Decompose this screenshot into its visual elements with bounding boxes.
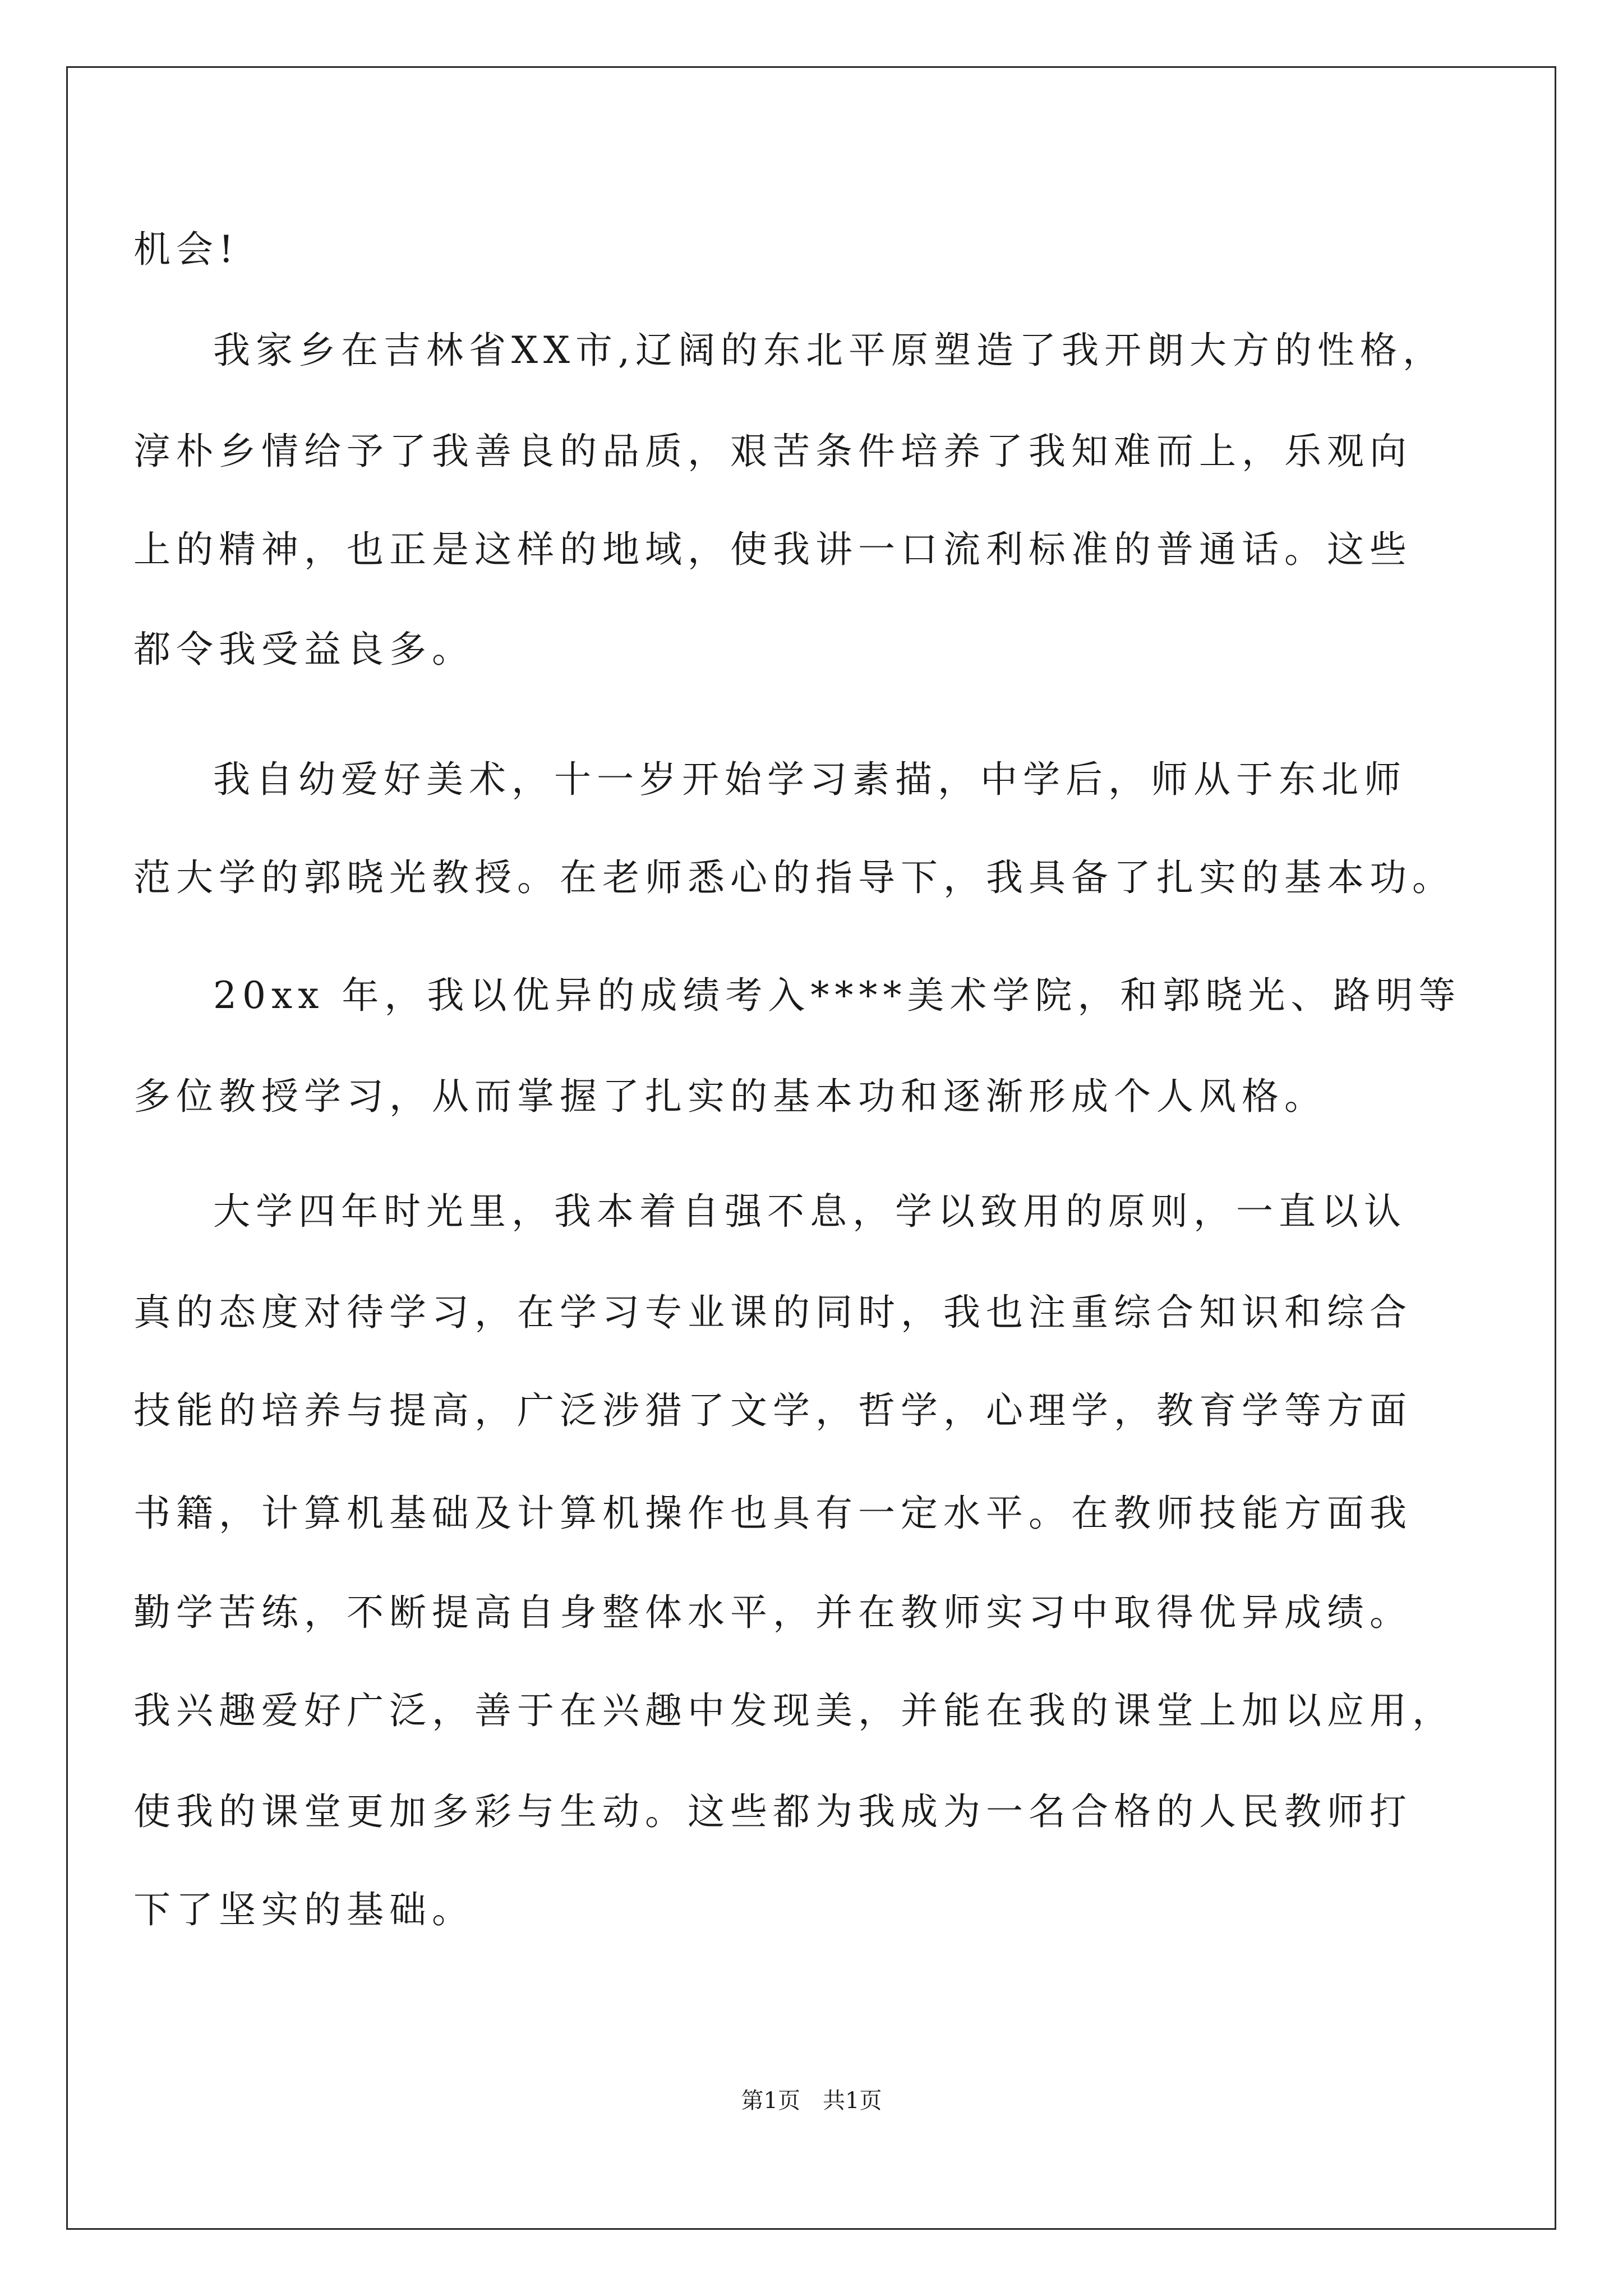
text-line: 范大学的郭晓光教授。在老师悉心的指导下，我具备了扎实的基本功。 xyxy=(133,856,1455,899)
page-footer xyxy=(0,2084,1623,2118)
text-line: 都令我受益良多。 xyxy=(133,628,474,671)
text-line: 书籍，计算机基础及计算机操作也具有一定水平。在教师技能方面我 xyxy=(133,1492,1412,1535)
text-line: 我自幼爱好美术，十一岁开始学习素描，中学后，师从于东北师 xyxy=(213,758,1407,801)
text-line: 大学四年时光里，我本着自强不息，学以致用的原则，一直以认 xyxy=(213,1190,1407,1233)
text-line: 勤学苦练，不断提高自身整体水平，并在教师实习中取得优异成绩。 xyxy=(133,1591,1412,1634)
text-line: 真的态度对待学习，在学习专业课的同时，我也注重综合知识和综合 xyxy=(133,1291,1412,1334)
text-line: 机会! xyxy=(133,228,239,271)
text-line: 多位教授学习，从而掌握了扎实的基本功和逐渐形成个人风格。 xyxy=(133,1075,1327,1118)
text-line: 我家乡在吉林省XX市,辽阔的东北平原塑造了我开朗大方的性格， xyxy=(213,329,1445,372)
page-number: 第1页 xyxy=(741,2088,800,2114)
page-count: 共1页 xyxy=(823,2088,882,2114)
text-line: 使我的课堂更加多彩与生动。这些都为我成为一名合格的人民教师打 xyxy=(133,1790,1412,1833)
text-line: 我兴趣爱好广泛，善于在兴趣中发现美，并能在我的课堂上加以应用， xyxy=(133,1689,1455,1732)
text-line: 上的精神，也正是这样的地域，使我讲一口流利标准的普通话。这些 xyxy=(133,528,1412,571)
text-line: 技能的培养与提高，广泛涉猎了文学，哲学，心理学，教育学等方面 xyxy=(133,1389,1412,1432)
text-line: 淳朴乡情给予了我善良的品质，艰苦条件培养了我知难而上，乐观向 xyxy=(133,430,1412,473)
text-line: 下了坚实的基础。 xyxy=(133,1888,474,1931)
text-line: 20xx 年，我以优异的成绩考入****美术学院，和郭晓光、路明等 xyxy=(213,974,1461,1017)
